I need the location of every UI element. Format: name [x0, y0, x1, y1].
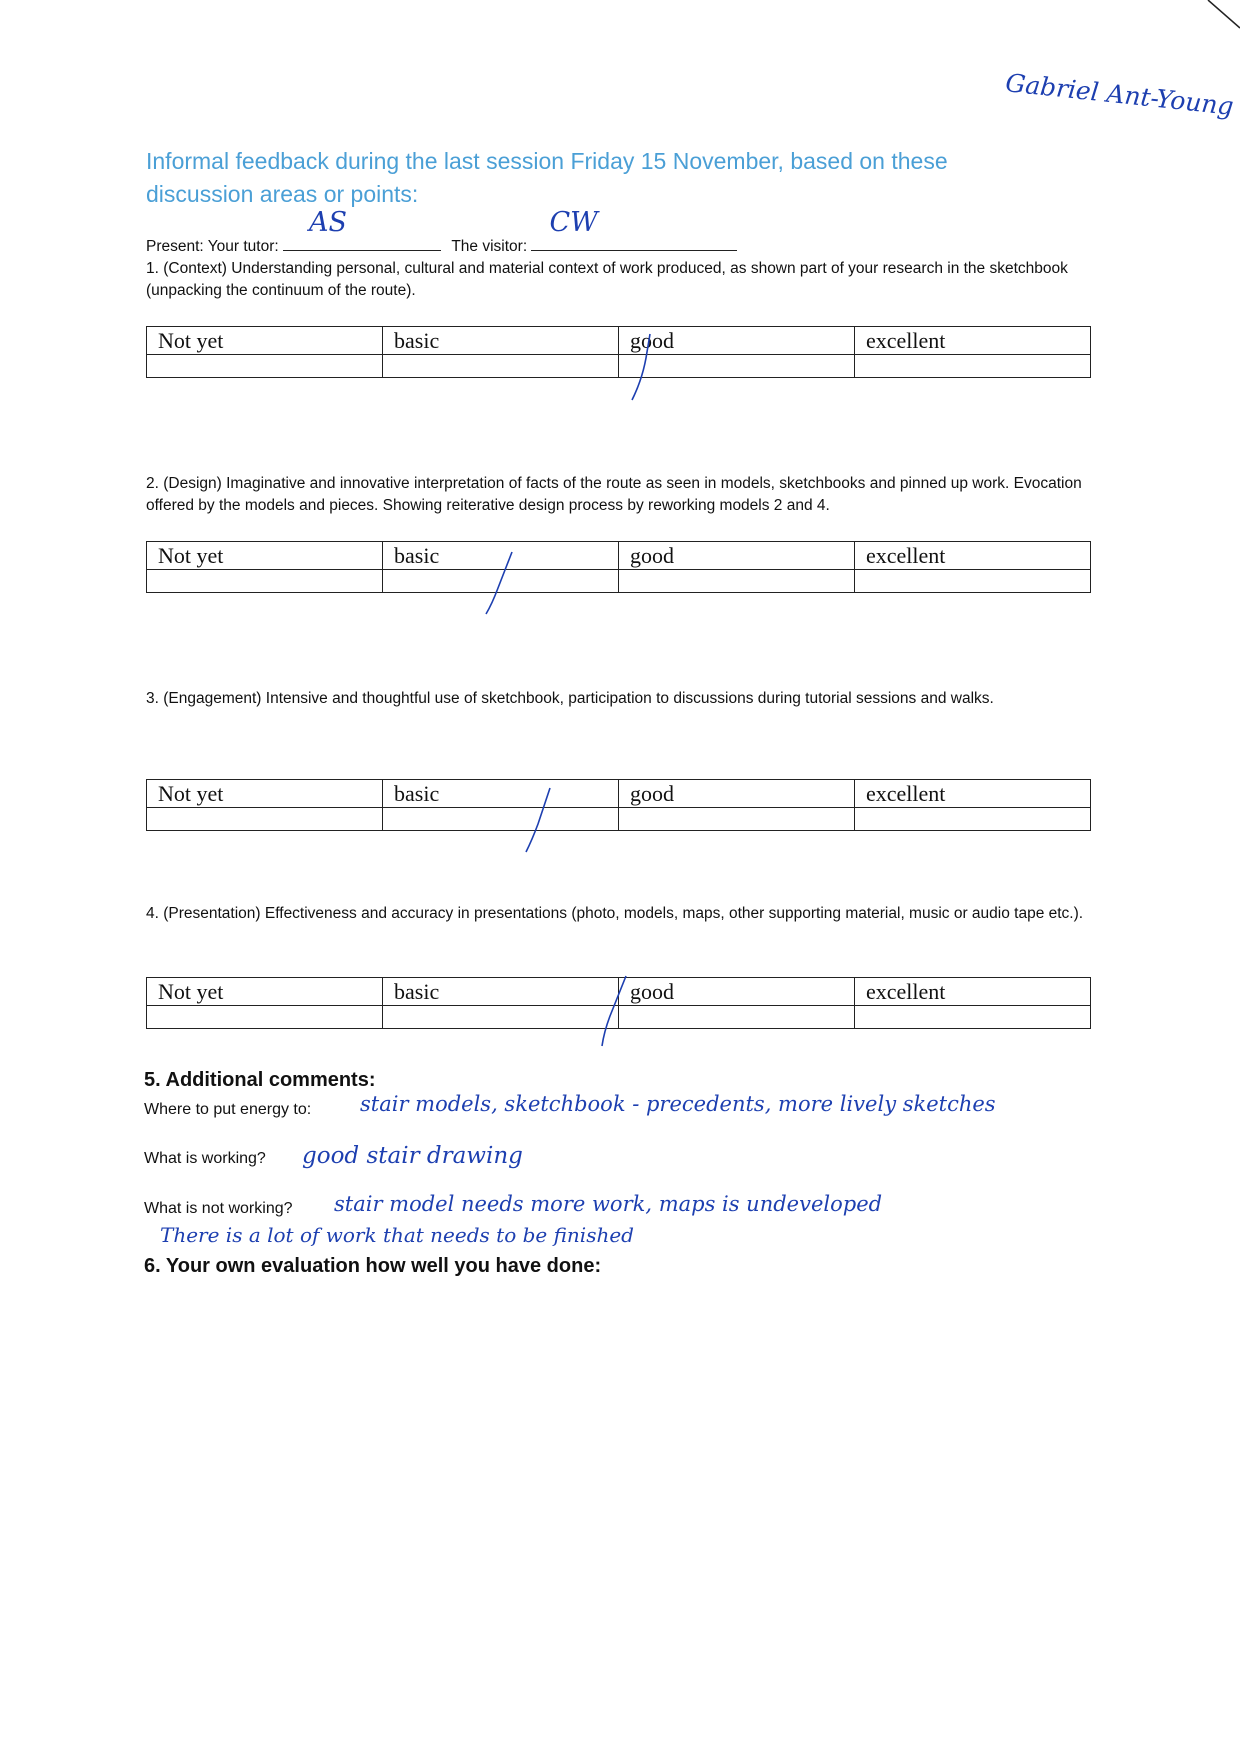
criterion-3-text: 3. (Engagement) Intensive and thoughtful use of sketchbook, participation to discussions during tutorial sessions and walks. [146, 690, 994, 707]
scale-good: good [619, 542, 855, 570]
scale-basic: basic [383, 327, 619, 355]
form-heading: Informal feedback during the last session Friday 15 November, based on these discussion areas or points: [146, 148, 948, 207]
rating-table-3 [146, 779, 1091, 831]
working-value-handwritten: good stair drawing [302, 1143, 523, 1169]
present-line [146, 207, 737, 258]
criterion-4-text: 4. (Presentation) Effectiveness and accuracy in presentations (photo, models, maps, other supporting material, music or audio tape etc.). [146, 905, 1084, 922]
rating-tick-2 [478, 548, 518, 618]
criterion-2-text: 2. (Design) Imaginative and innovative interpretation of facts of the route as seen in models, sketchbooks and pinned up work. Evocation offered by the models and pieces. Showing reiterative design process by reworking models 2 and 4. [146, 475, 1082, 514]
visitor-field [531, 207, 737, 251]
scale-not-yet: Not yet [147, 780, 383, 808]
tutor-value: AS [309, 207, 348, 238]
scale-excellent: excellent [855, 780, 1091, 808]
not-working-label: What is not working? [144, 1200, 293, 1217]
scale-basic: basic [383, 978, 619, 1006]
additional-comments-title: 5. Additional comments: [144, 1069, 376, 1091]
scale-not-yet: Not yet [147, 542, 383, 570]
scale-not-yet: Not yet [147, 978, 383, 1006]
rating-table-1 [146, 326, 1091, 378]
rating-table-2 [146, 541, 1091, 593]
scale-good: good [619, 780, 855, 808]
energy-value-handwritten: stair models, sketchbook - precedents, more lively sketches [360, 1092, 996, 1116]
student-name-handwritten: Gabriel Ant-Young [1004, 68, 1235, 121]
not-working-value-2-handwritten: There is a lot of work that needs to be finished [160, 1223, 634, 1247]
scale-basic: basic [383, 542, 619, 570]
tutor-label: Present: Your tutor: [146, 238, 279, 255]
criterion-1-text: 1. (Context) Understanding personal, cultural and material context of work produced, as shown part of your research in the sketchbook (unpacking the continuum of the route). [146, 260, 1068, 299]
scale-excellent: excellent [855, 542, 1091, 570]
energy-label: Where to put energy to: [144, 1101, 312, 1118]
scale-excellent: excellent [855, 327, 1091, 355]
rating-tick-3 [516, 784, 556, 856]
rating-tick-1 [620, 330, 660, 405]
scale-good: good [619, 327, 855, 355]
tutor-field [283, 207, 441, 251]
visitor-label: The visitor: [451, 238, 528, 255]
own-evaluation-title: 6. Your own evaluation how well you have done: [144, 1255, 602, 1277]
corner-fold-mark [1200, 0, 1240, 40]
working-label: What is working? [144, 1150, 266, 1167]
rating-tick-4 [592, 972, 632, 1052]
scale-excellent: excellent [855, 978, 1091, 1006]
not-working-value-handwritten: stair model needs more work, maps is undeveloped [334, 1192, 883, 1216]
visitor-value: CW [549, 207, 598, 238]
scale-not-yet: Not yet [147, 327, 383, 355]
scale-good: good [619, 978, 855, 1006]
scale-basic: basic [383, 780, 619, 808]
